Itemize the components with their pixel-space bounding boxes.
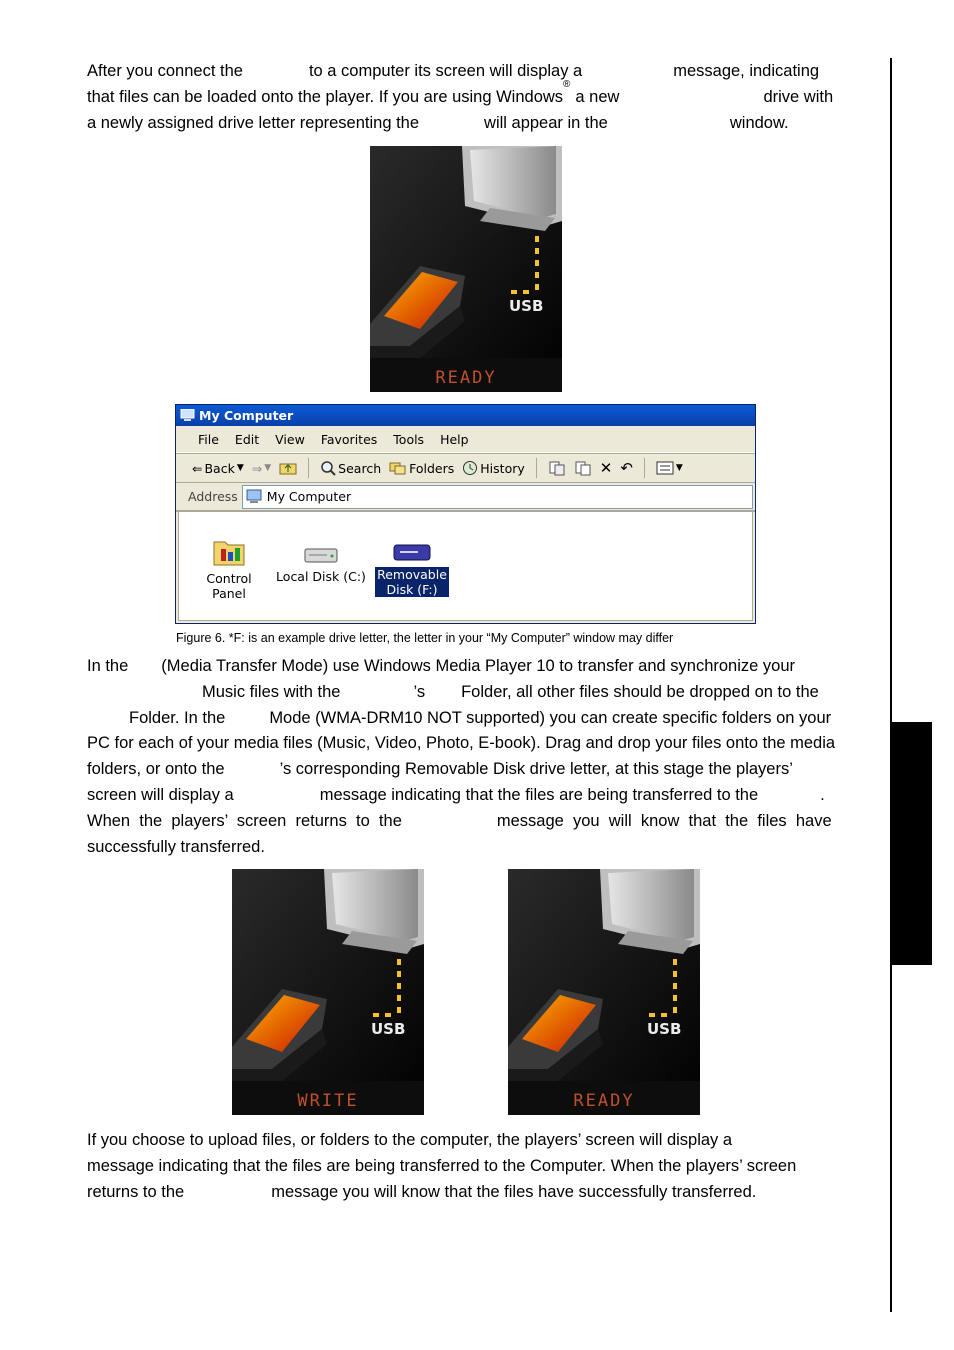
intro-line-2	[87, 78, 868, 111]
transfer-line-8	[87, 835, 868, 861]
transfer-line-3	[87, 706, 868, 732]
back-arrow-icon: ⇐	[192, 460, 203, 476]
player-ready-photo-2	[508, 869, 700, 1115]
removable-disk-item[interactable]	[375, 542, 449, 597]
local-disk-item[interactable]	[275, 546, 367, 584]
menu-edit[interactable]: Edit	[234, 431, 260, 447]
up-folder-icon	[279, 461, 297, 475]
folders-icon	[389, 461, 407, 475]
player-ready-photo	[370, 146, 562, 392]
transfer-line-1	[87, 654, 868, 680]
transfer-line-4	[87, 731, 868, 757]
dropdown-icon: ▼	[675, 463, 683, 473]
my-computer-window	[175, 404, 756, 624]
back-label: Back	[204, 460, 235, 476]
forward-button[interactable]	[252, 461, 271, 476]
address-label: Address	[188, 489, 238, 504]
computer-icon	[245, 489, 263, 504]
text-span: a new	[575, 87, 620, 106]
toolbar-separator	[536, 458, 537, 478]
text-span: message you will know that the files have successfully transferred.	[271, 1182, 757, 1201]
text-span: window.	[729, 113, 789, 132]
menu-view[interactable]: View	[275, 431, 305, 447]
window-title: My Computer	[199, 408, 294, 423]
item-label-line: Removable	[377, 567, 447, 582]
delete-button[interactable]	[600, 459, 613, 477]
history-button[interactable]	[462, 460, 524, 476]
up-folder-button[interactable]	[279, 461, 297, 475]
move-to-icon	[548, 460, 566, 476]
menu-file[interactable]: File	[198, 431, 219, 447]
text-span: successfully transferred.	[87, 837, 265, 856]
address-value: My Computer	[266, 489, 352, 504]
removable-disk-icon	[392, 542, 432, 564]
usb-connection-illustration	[370, 146, 562, 392]
text-span: message indicating that the files are being transferred to the	[319, 785, 759, 804]
intro-line-3	[87, 111, 868, 137]
computer-icon	[180, 409, 195, 422]
delete-icon: ✕	[599, 459, 613, 477]
item-label-selected	[375, 567, 449, 597]
undo-button[interactable]	[620, 459, 633, 477]
text-span: drive with	[763, 87, 834, 106]
intro-paragraph	[87, 59, 868, 136]
search-label: Search	[338, 460, 382, 476]
folders-label: Folders	[409, 460, 455, 476]
copy-to-button[interactable]	[574, 460, 592, 476]
history-icon	[462, 460, 478, 476]
back-button[interactable]	[192, 461, 244, 476]
text-span: When the players’ screen returns to the	[87, 811, 402, 830]
margin-rule	[890, 58, 892, 1312]
text-span: screen will display a	[87, 785, 234, 804]
usb-label: USB	[371, 1020, 406, 1038]
intro-line-1	[87, 59, 868, 85]
menu-tools[interactable]: Tools	[393, 431, 425, 447]
transfer-line-6	[87, 783, 868, 809]
item-label-line: Disk (F:)	[386, 582, 438, 597]
control-panel-item[interactable]	[189, 536, 269, 601]
upload-line-3	[87, 1180, 868, 1206]
address-bar	[176, 483, 755, 512]
text-span: will appear in the	[484, 113, 608, 132]
address-field[interactable]	[242, 485, 753, 509]
section-tab	[892, 722, 932, 965]
transfer-line-7	[87, 809, 868, 835]
control-panel-icon	[211, 536, 247, 568]
upload-paragraph	[87, 1128, 868, 1205]
history-label: History	[480, 460, 525, 476]
forward-arrow-icon: ⇒	[251, 460, 263, 476]
write-display-text: WRITE	[297, 1091, 359, 1111]
text-span: .	[820, 785, 825, 804]
window-titlebar	[176, 405, 755, 426]
text-span: (Media Transfer Mode) use Windows Media Player 10 to transfer and synchronize your	[161, 657, 795, 675]
text-span: ’s	[413, 682, 426, 701]
upload-line-2	[87, 1154, 868, 1180]
move-to-button[interactable]	[548, 460, 566, 476]
usb-label: USB	[647, 1020, 682, 1038]
dropdown-icon: ▼	[236, 463, 244, 473]
toolbar-separator	[308, 458, 309, 478]
dropdown-icon: ▼	[264, 463, 272, 473]
text-span: PC for each of your media files (Music, Video, Photo, E-book). Drag and drop your files onto the media	[87, 734, 836, 753]
transfer-line-5	[87, 757, 868, 783]
ready-display-text: READY	[573, 1091, 635, 1111]
text-span: Mode (WMA-DRM10 NOT supported) you can create specific folders on your	[269, 708, 832, 727]
text-span: that files can be loaded onto the player. If you are using Windows	[87, 87, 564, 106]
menu-help[interactable]: Help	[440, 431, 469, 447]
usb-connection-illustration	[232, 869, 424, 1115]
upload-line-1	[87, 1128, 868, 1154]
text-span: message, indicating	[673, 62, 820, 80]
transfer-line-2	[87, 680, 868, 706]
item-label: Local Disk (C:)	[276, 569, 366, 584]
search-icon	[320, 460, 336, 476]
views-button[interactable]	[656, 461, 683, 475]
hard-disk-icon	[303, 546, 339, 566]
copy-to-icon	[574, 460, 592, 476]
text-span: In the	[87, 657, 129, 675]
text-span: If you choose to upload files, or folders to the computer, the players’ screen will display a	[87, 1131, 733, 1149]
views-icon	[656, 461, 674, 475]
text-span: a newly assigned drive letter representing the	[87, 113, 420, 132]
text-span: to a computer its screen will display a	[308, 62, 583, 80]
usb-connection-illustration	[508, 869, 700, 1115]
search-button[interactable]	[320, 460, 381, 476]
text-span: returns to the	[87, 1182, 185, 1201]
ready-display-text: READY	[435, 368, 497, 388]
toolbar-separator	[644, 458, 645, 478]
registered-mark: ®	[563, 78, 571, 90]
menu-favorites[interactable]: Favorites	[320, 431, 378, 447]
menu-bar	[176, 426, 755, 453]
usb-label: USB	[509, 297, 544, 315]
text-span: Folder, all other files should be dropped on to the	[461, 682, 819, 701]
undo-icon: ↶	[620, 459, 633, 477]
transfer-paragraph	[87, 654, 868, 860]
text-span: After you connect the	[87, 62, 243, 80]
text-span: folders, or onto the	[87, 760, 225, 779]
text-span: message indicating that the files are being transferred to the Computer. When the players’ screen	[87, 1156, 797, 1175]
figure-caption: Figure 6. *F: is an example drive letter, the letter in your “My Computer” window may differ	[176, 631, 674, 645]
text-span: message you will know that the files have	[496, 811, 832, 830]
text-span: Folder. In the	[129, 708, 226, 727]
text-span: ’s corresponding Removable Disk drive letter, at this stage the players’	[279, 760, 793, 779]
text-span: Music files with the	[202, 682, 341, 701]
item-label: Control Panel	[206, 571, 252, 601]
content-pane	[178, 511, 753, 621]
player-write-photo	[232, 869, 424, 1115]
folders-button[interactable]	[389, 461, 454, 476]
toolbar	[176, 453, 755, 483]
